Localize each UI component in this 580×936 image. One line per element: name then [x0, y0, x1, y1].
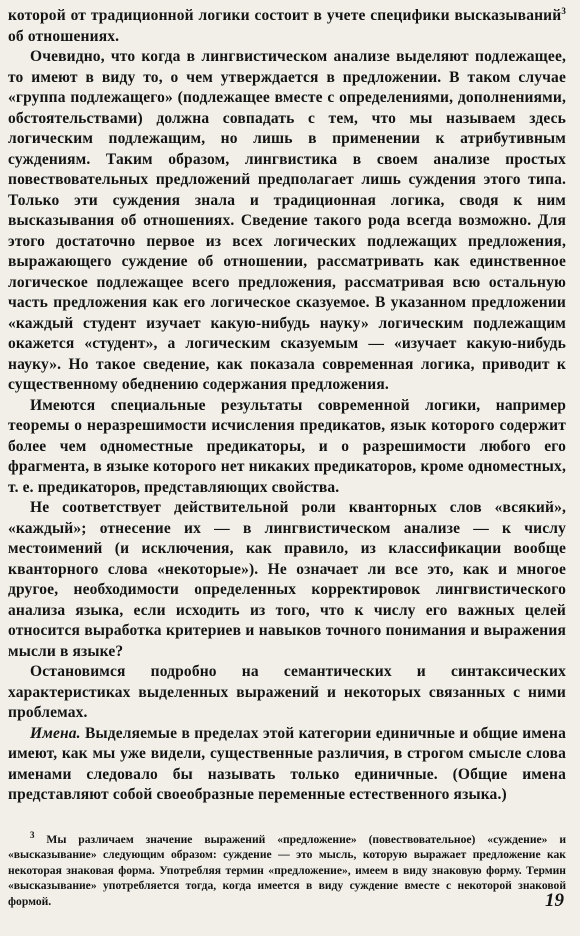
paragraph-5: Остановимся подробно на семантических и синтаксических характеристиках выделенных выражений и некоторых связанных с ними проблемах. [8, 663, 566, 721]
page-number: 19 [545, 890, 564, 911]
main-text [8, 6, 566, 806]
paragraph-1 [8, 6, 566, 47]
paragraph-6 [8, 724, 566, 806]
footnote-text: Мы различаем значение выражений «предложение» (повествовательное) «суждение» и «высказывание» следующим образом: суждение — это мысль, которую выражает предложение как некоторая знаковая форма. Употребляя термин «предложение», имеем в виду знаковую форму. Термин «высказывание» употребляется тогда, когда имеется в виду суждение вместе с некоторой знаковой формой. [8, 832, 566, 908]
paragraph-4: Не соответствует действительной роли кванторных слов «всякий», «каждый»; отнесение их — в лингвистическом анализе — к числу местоимений (и исключения, как правило, из классификации вообще кванторного слова «некоторые»). Не означает ли все это, как и многое другое, необходимости определенных корректировок лингвистического анализа языка, если исходить из того, что к числу его важных целей относится выработка критериев и навыков точного понимания и выражения мысли в языке? [8, 499, 566, 660]
section-term: Имена. [30, 724, 81, 742]
paragraph-6-text: Выделяемые в пределах этой категории единичные и общие имена имеют, как мы уже видели, существенные различия, в строгом смысле слова именами следовало бы называть только единичные. (Общие имена представляют собой своеобразные переменные естественного языка.) [8, 724, 566, 803]
paragraph-1-tail: об отношениях. [8, 27, 120, 45]
footnote-ref: 3 [561, 5, 566, 16]
footnote-marker: 3 [30, 829, 35, 840]
footnote [8, 829, 566, 910]
paragraph-1-text: которой от традиционной логики состоит в учете специфики высказываний [8, 7, 562, 24]
footnote-paragraph [8, 829, 566, 910]
paragraph-3: Имеются специальные результаты современной логики, например теоремы о неразрешимости исчисления предикатов, язык которого содержит более чем одноместные предикаторы, и о разрешимости любого его фрагмента, в языке которого нет никаких предикаторов, кроме одноместных, т. е. предикаторов, представляющих свойства. [8, 396, 566, 496]
paragraph-2: Очевидно, что когда в лингвистическом анализе выделяют подлежащее, то имеют в виду то, о чем утверждается в предложении. В таком случае «группа подлежащего» (подлежащее вместе с определениями, дополнениями, обстоятельствами) должна совпадать с тем, что мы называем здесь логическим подлежащим, но лишь в применении к атрибутивным суждениям. Таким образом, лингвистика в своем анализе простых повествовательных предложений предполагает лишь суждения этого типа. Только эти суждения знала и традиционная логика, сводя к ним высказывания об отношениях. Сведение такого рода всегда возможно. Для этого достаточно первое из всех логических подлежащих предложения, выражающего суждение об отношении, рассматривать как единственное логическое подлежащее всего предложения, рассматривая всю остальную часть предложения как его логическое сказуемое. В указанном предложении «каждый студент изучает какую-нибудь науку» логическим подлежащим окажется «студент», а логическим сказуемым — «изучает какую-нибудь науку». Но такое сведение, как показала современная логика, приводит к существенному обеднению содержания предложения. [8, 48, 566, 393]
